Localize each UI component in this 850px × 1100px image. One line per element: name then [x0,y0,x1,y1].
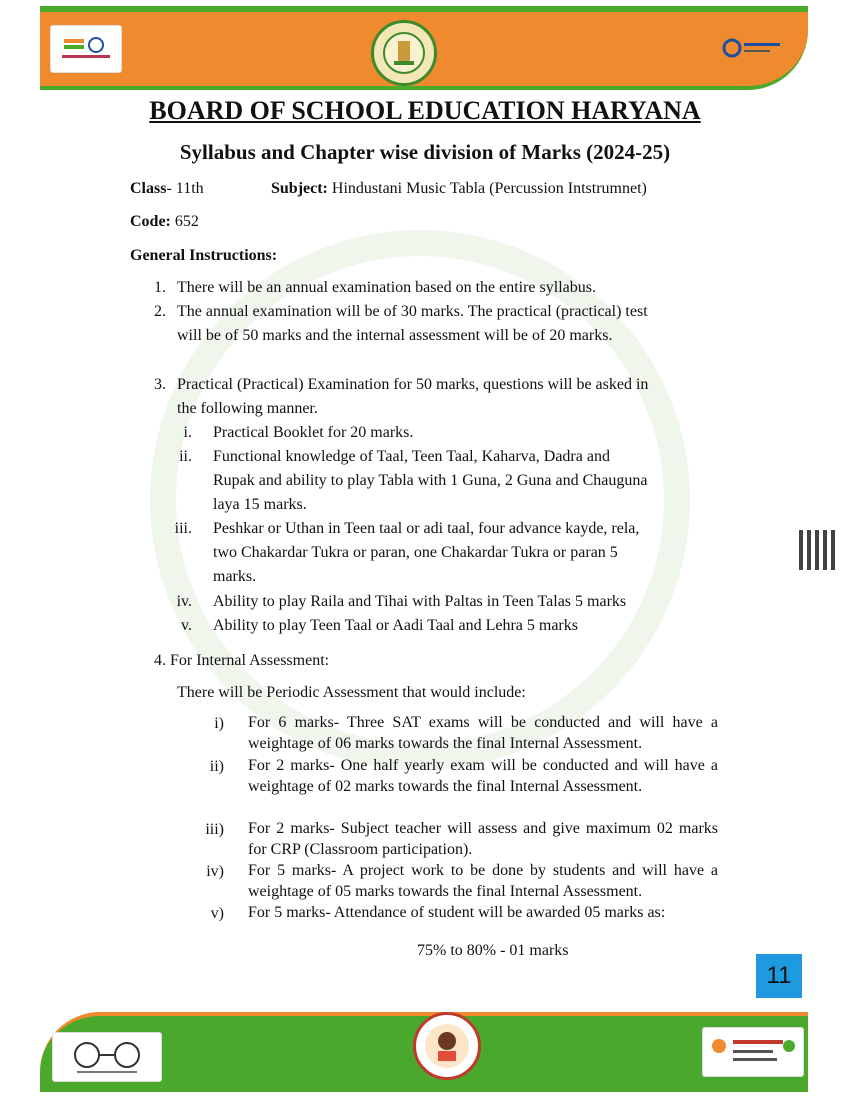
subject-label: Subject: [271,180,328,197]
class-value: - 11th [166,180,204,197]
sub-item-number: i. [183,424,192,441]
sub-item-line: Functional knowledge of Taal, Teen Taal, Kaharva, Dadra and [213,448,610,465]
internal-item-number: v) [210,905,224,922]
internal-item: For 2 marks- One half yearly exam will be conducted and will have a weightage of 02 marks towards the final Internal Assessment. [248,757,718,795]
item-number: 2. [154,303,166,320]
sub-item-line: two Chakardar Tukra or paran, one Chakardar Tukra or paran 5 [213,544,618,561]
internal-item: For 6 marks- Three SAT exams will be conducted and will have a weightage of 06 marks towards the final Internal Assessment. [248,714,718,752]
instruction-item-continued: the following manner. [177,400,318,417]
sub-item-line: laya 15 marks. [213,496,307,513]
class-label: Class [130,180,167,197]
sub-item-number: ii. [179,448,192,465]
instruction-item-continued: will be of 50 marks and the internal assessment will be of 20 marks. [177,327,613,344]
beti-bachao-beti-padhao-logo [413,1012,481,1080]
internal-item: For 5 marks- Attendance of student will be awarded 05 marks as: [248,904,666,921]
instruction-item: Practical (Practical) Examination for 50 marks, questions will be asked in [177,376,649,393]
internal-item-number: iii) [205,821,224,838]
subject-value: Hindustani Music Tabla (Percussion Intstrumnet) [331,180,647,197]
class-info [130,180,204,198]
sub-item-line: Peshkar or Uthan in Teen taal or adi taal, four advance kayde, rela, [213,520,640,537]
code-info [130,213,199,231]
sub-item-line: Practical Booklet for 20 marks. [213,424,414,441]
sub-item-number: iv. [176,593,192,610]
page-title: BOARD OF SCHOOL EDUCATION HARYANA [149,96,701,125]
internal-item: For 2 marks- Subject teacher will assess and give maximum 02 marks for CRP (Classroom participation). [248,820,718,858]
periodic-intro: There will be Periodic Assessment that would include: [177,684,526,701]
general-instructions-heading: General Instructions: [130,247,278,264]
sub-item-number: iii. [174,520,192,537]
attendance-line: 75% to 80% - 01 marks [417,942,569,959]
swachh-bharat-logo [52,1032,162,1082]
bseh-emblem [371,20,437,86]
subject-info [271,180,647,198]
code-value: 652 [174,213,199,230]
internal-item-number: iv) [206,863,224,880]
internal-assessment-heading: 4. For Internal Assessment: [154,652,330,669]
code-label: Code: [130,213,171,230]
shiksha-ka-adhikar-logo [702,1027,804,1077]
digital-india-logo [720,30,792,66]
sub-item-line: Rupak and ability to play Tabla with 1 Guna, 2 Guna and Chauguna [213,472,648,489]
sub-item-line: Ability to play Raila and Tihai with Paltas in Teen Talas 5 marks [213,593,627,610]
azadi-ka-amrit-mahotsav-logo [50,25,122,73]
instruction-item: The annual examination will be of 30 marks. The practical (practical) test [177,303,648,320]
page-number: 11 [756,954,802,998]
sub-item-number: v. [181,617,192,634]
item-number: 1. [154,279,166,296]
header-stripe [40,6,808,12]
item-number: 3. [154,376,166,393]
sub-item-line: marks. [213,568,257,585]
internal-item: For 5 marks- A project work to be done by students and will have a weightage of 05 marks towards the final Internal Assessment. [248,862,718,900]
internal-item-number: ii) [209,758,224,775]
internal-item-number: i) [214,715,224,732]
page-subtitle: Syllabus and Chapter wise division of Marks (2024-25) [179,140,671,164]
instruction-item: There will be an annual examination based on the entire syllabus. [177,279,596,296]
sub-item-line: Ability to play Teen Taal or Aadi Taal and Lehra 5 marks [213,617,578,634]
qr-code-icon [799,530,839,570]
